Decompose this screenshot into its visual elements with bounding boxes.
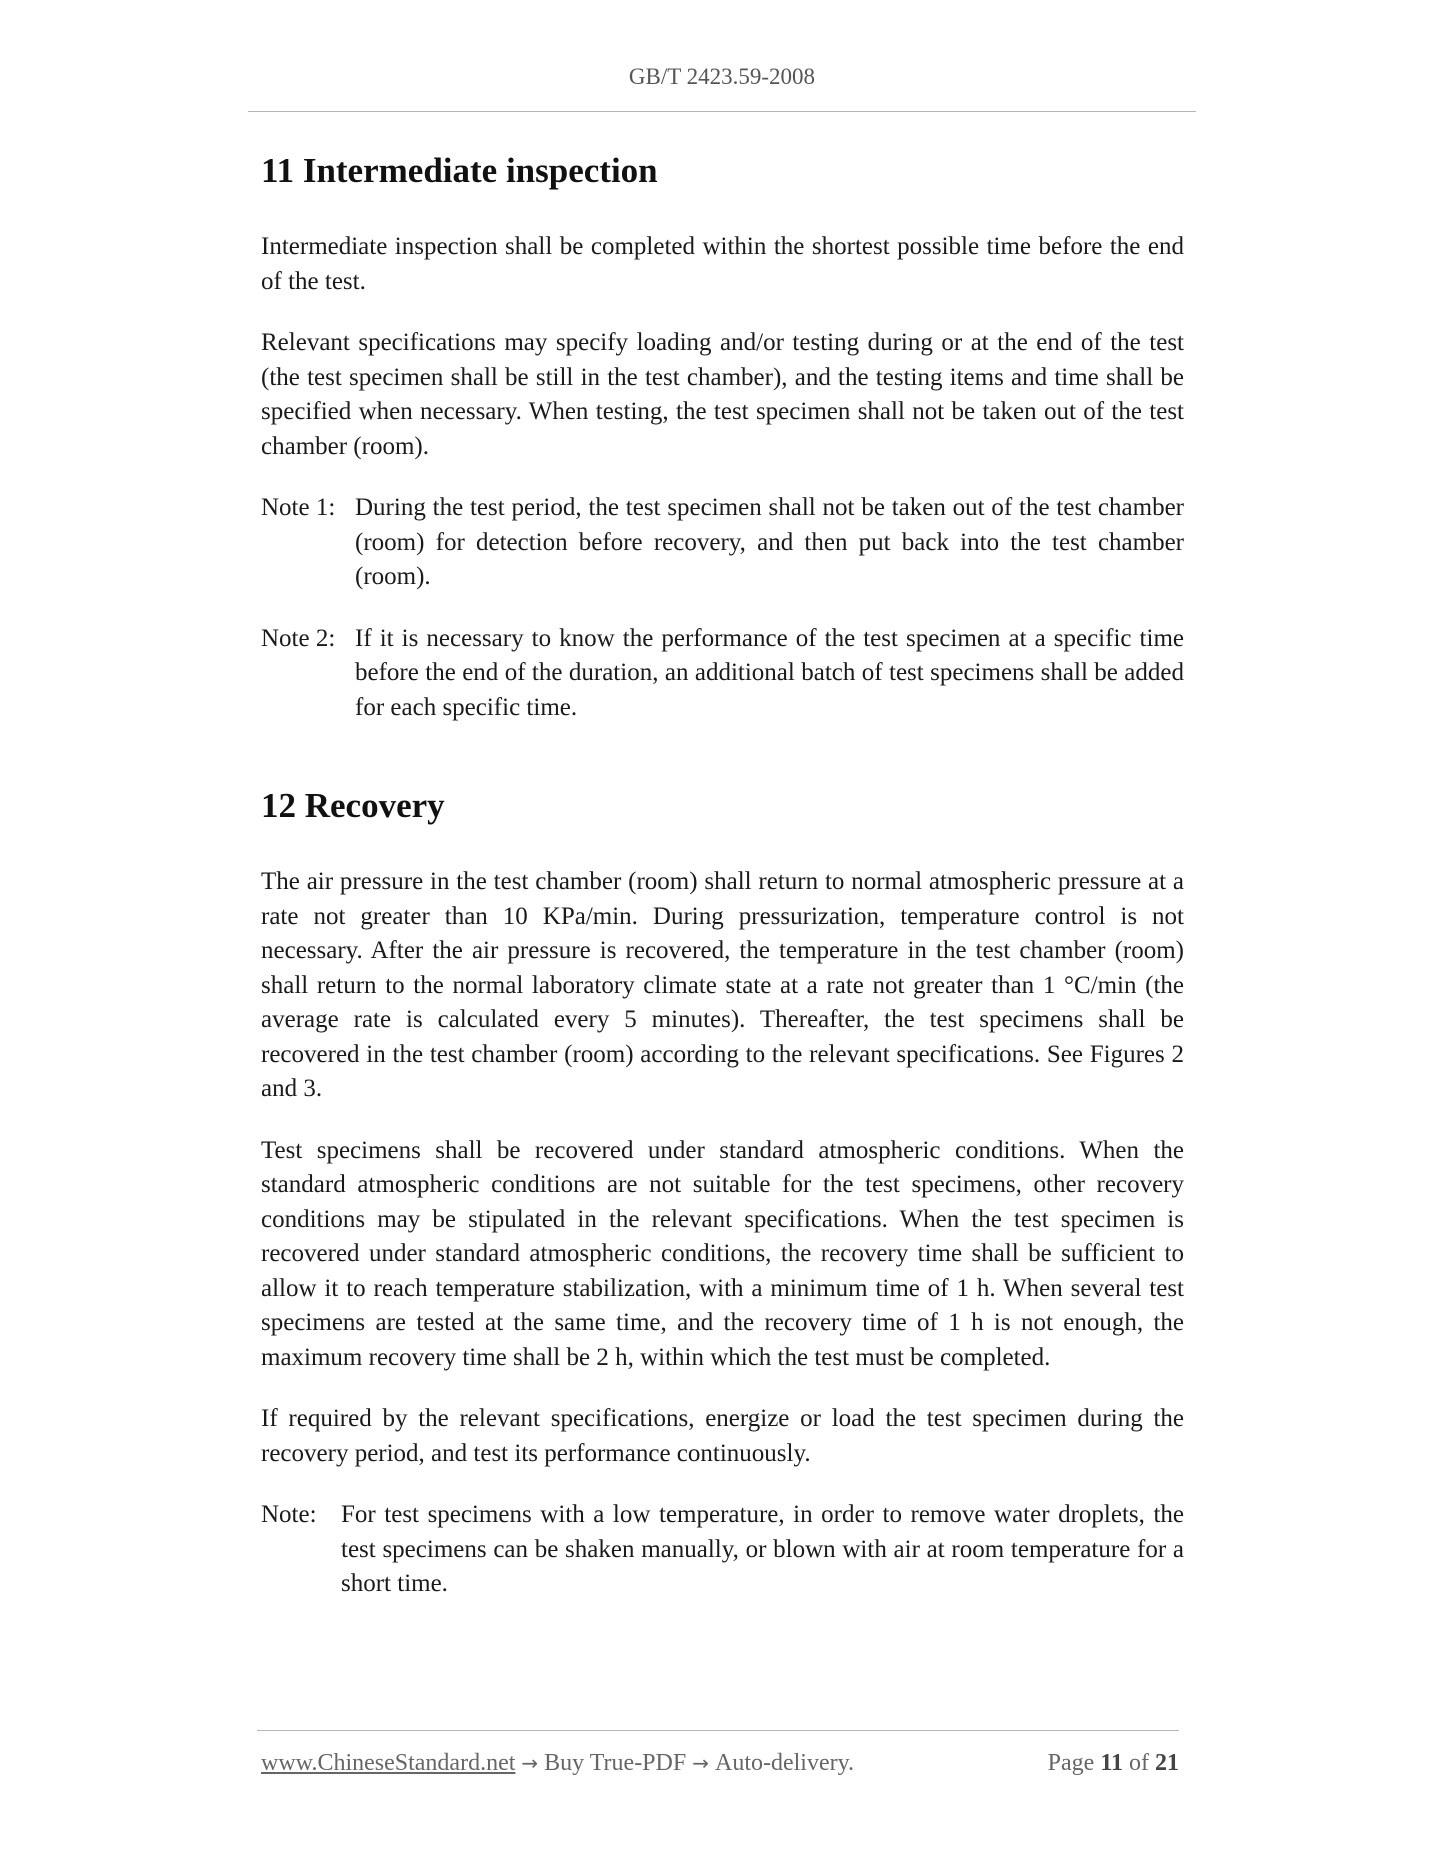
section-11-paragraph-2: Relevant specifications may specify loading and/or testing during or at the end of the test (the test specimen shall be still in the test chamber), and the testing items and time shall be specified when necessary. When testing, the test specimen shall not be taken out of the test chamber (room). bbox=[261, 329, 1184, 460]
document-header-id: GB/T 2423.59-2008 bbox=[628, 64, 816, 89]
section-12-note bbox=[261, 1498, 1184, 1602]
section-12-paragraph-3: If required by the relevant specifications, energize or load the test specimen during the recovery period, and test its performance continuously. bbox=[261, 1405, 1184, 1467]
arrow-right-icon: → bbox=[521, 1751, 539, 1775]
buy-true-pdf-text: Buy True-PDF bbox=[544, 1750, 687, 1776]
note-label: Note: bbox=[261, 1501, 323, 1528]
section-11-note-2 bbox=[261, 622, 1184, 726]
note-1-label: Note 1: bbox=[261, 494, 342, 521]
note-1-text: During the test period, the test specimen shall not be taken out of the test chamber (room) for detection before recovery, and then put back into the test chamber (room). bbox=[355, 494, 1184, 590]
header-divider bbox=[248, 111, 1196, 112]
chinesestandard-link[interactable]: www.ChineseStandard.net bbox=[261, 1750, 516, 1776]
section-11-note-1 bbox=[261, 491, 1184, 595]
footer-divider bbox=[257, 1730, 1179, 1731]
section-11-title: 11 Intermediate inspection bbox=[261, 151, 658, 190]
section-12-title: 12 Recovery bbox=[261, 786, 445, 825]
page-total: 21 bbox=[1155, 1750, 1179, 1776]
page-footer bbox=[261, 1750, 1179, 1777]
note-2-label: Note 2: bbox=[261, 624, 342, 652]
document-body bbox=[261, 150, 1184, 1629]
page-current: 11 bbox=[1100, 1750, 1123, 1776]
footer-promo bbox=[261, 1750, 854, 1777]
page-label: Page bbox=[1047, 1750, 1095, 1776]
section-12-paragraph-1: The air pressure in the test chamber (room) shall return to normal atmospheric pressure at a rate not greater than 10 KPa/min. During pressurization, temperature control is not necessary. After the air pressure is recovered, the temperature in the test chamber (room) shall return to the normal laboratory climate state at a rate not greater than 1 °C/min (the average rate is calculated every 5 minutes). Thereafter, the test specimens shall be recovered in the test chamber (room) according to the relevant specifications. See Figures 2 and 3. bbox=[261, 868, 1184, 1102]
arrow-right-icon: → bbox=[692, 1751, 709, 1775]
section-12-paragraph-2: Test specimens shall be recovered under standard atmospheric conditions. When the standard atmospheric conditions are not suitable for the test specimens, other recovery conditions may be stipulated in the relevant specifications. When the test specimen is recovered under standard atmospheric conditions, the recovery time shall be sufficient to allow it to reach temperature stabilization, with a minimum time of 1 h. When several test specimens are tested at the same time, and the recovery time of 1 h is not enough, the maximum recovery time shall be 2 h, within which the test must be completed. bbox=[261, 1136, 1184, 1371]
auto-delivery-text: Auto-delivery. bbox=[714, 1750, 855, 1776]
page-of: of bbox=[1129, 1750, 1149, 1776]
note-text: For test specimens with a low temperature, in order to remove water droplets, the test specimens can be shaken manually, or blown with air at room temperature for a short time. bbox=[341, 1501, 1184, 1597]
note-2-text: If it is necessary to know the performance of the test specimen at a specific time before the end of the duration, an additional batch of test specimens shall be added for each specific time. bbox=[355, 624, 1184, 721]
section-11-paragraph-1: Intermediate inspection shall be completed within the shortest possible time before the end of the test. bbox=[261, 233, 1184, 295]
page-number bbox=[1048, 1750, 1179, 1777]
